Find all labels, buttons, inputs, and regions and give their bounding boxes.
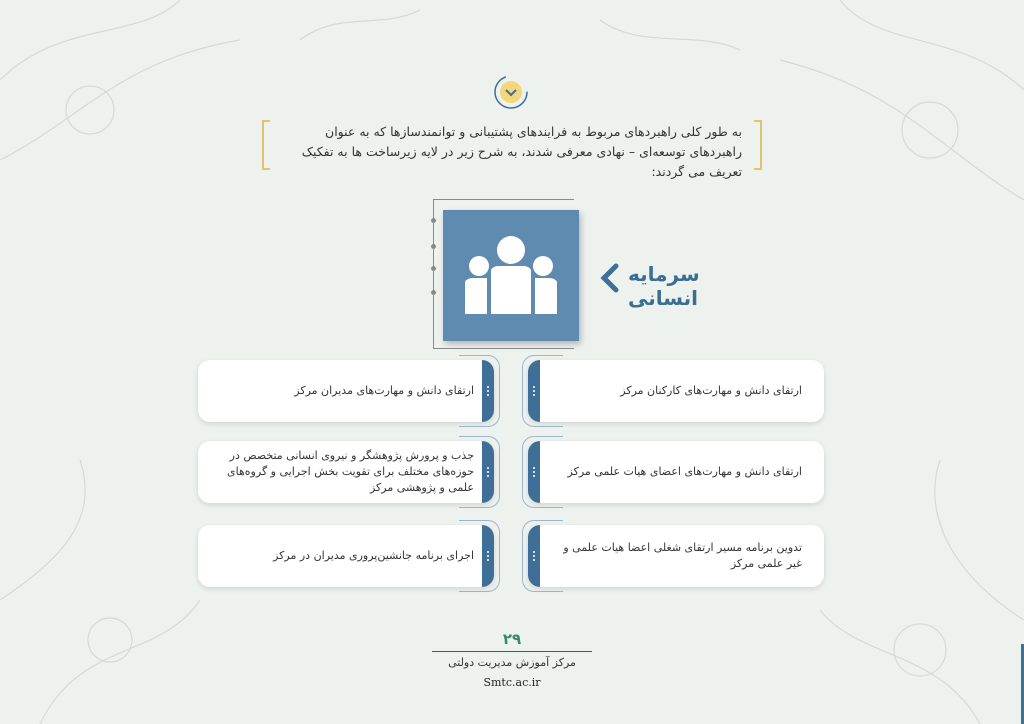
card-tab bbox=[482, 525, 494, 587]
bracket-right bbox=[754, 120, 762, 170]
strategy-card bbox=[198, 360, 494, 422]
card-text: ارتقای دانش و مهارت‌های کارکنان مرکز bbox=[620, 384, 802, 397]
card-text: ارتقای دانش و مهارت‌های اعضای هیات علمی مرکز bbox=[567, 465, 802, 478]
footer-organization: مرکز آموزش مدیریت دولتی bbox=[448, 656, 576, 669]
people-group-icon bbox=[443, 210, 579, 341]
card-text: تدوین برنامه مسیر ارتقای شغلی اعضا هیات علمی و غیر علمی مرکز bbox=[563, 541, 802, 570]
card-tab bbox=[528, 525, 540, 587]
frame-dot bbox=[431, 266, 436, 271]
card-tab bbox=[528, 441, 540, 503]
intro-block bbox=[262, 120, 762, 179]
card-tab bbox=[482, 441, 494, 503]
section-icon-frame bbox=[433, 199, 584, 351]
card-text: جذب و پرورش پژوهشگر و نیروی انسانی متخصص در حوزه‌های مختلف برای تقویت بخش اجرایی و گروه‌های علمی و پژوهشی مرکز bbox=[227, 449, 474, 494]
card-text: ارتقای دانش و مهارت‌های مدیران مرکز bbox=[294, 384, 474, 397]
card-tab bbox=[482, 360, 494, 422]
section-icon-tile bbox=[443, 210, 579, 341]
section-title: سرمایه انسانی bbox=[628, 262, 700, 310]
strategy-card bbox=[528, 441, 824, 503]
frame-dot bbox=[431, 218, 436, 223]
frame-dot bbox=[431, 290, 436, 295]
chevron-down-badge-icon bbox=[493, 74, 529, 110]
frame-dot bbox=[431, 244, 436, 249]
strategy-card bbox=[198, 525, 494, 587]
bracket-left bbox=[262, 120, 270, 170]
card-text: اجرای برنامه جانشین‌پروری مدیران در مرکز bbox=[273, 549, 474, 562]
strategy-card bbox=[198, 441, 494, 503]
footer-divider bbox=[432, 651, 592, 652]
page-number: ۲۹ bbox=[502, 630, 522, 648]
chevron-left-icon bbox=[596, 262, 622, 294]
footer-website: Smtc.ac.ir bbox=[483, 676, 541, 689]
card-tab bbox=[528, 360, 540, 422]
intro-text: به طور کلی راهبردهای مربوط به فرایندهای پشتیبانی و توانمندسازها که به عنوان راهبردهای توسعه‌ای – نهادی معرفی شدند، به شرح زیر در لایه زیرساخت ها به تفکیک تعریف می گردند: bbox=[301, 124, 742, 179]
strategy-card bbox=[528, 360, 824, 422]
strategy-card bbox=[528, 525, 824, 587]
